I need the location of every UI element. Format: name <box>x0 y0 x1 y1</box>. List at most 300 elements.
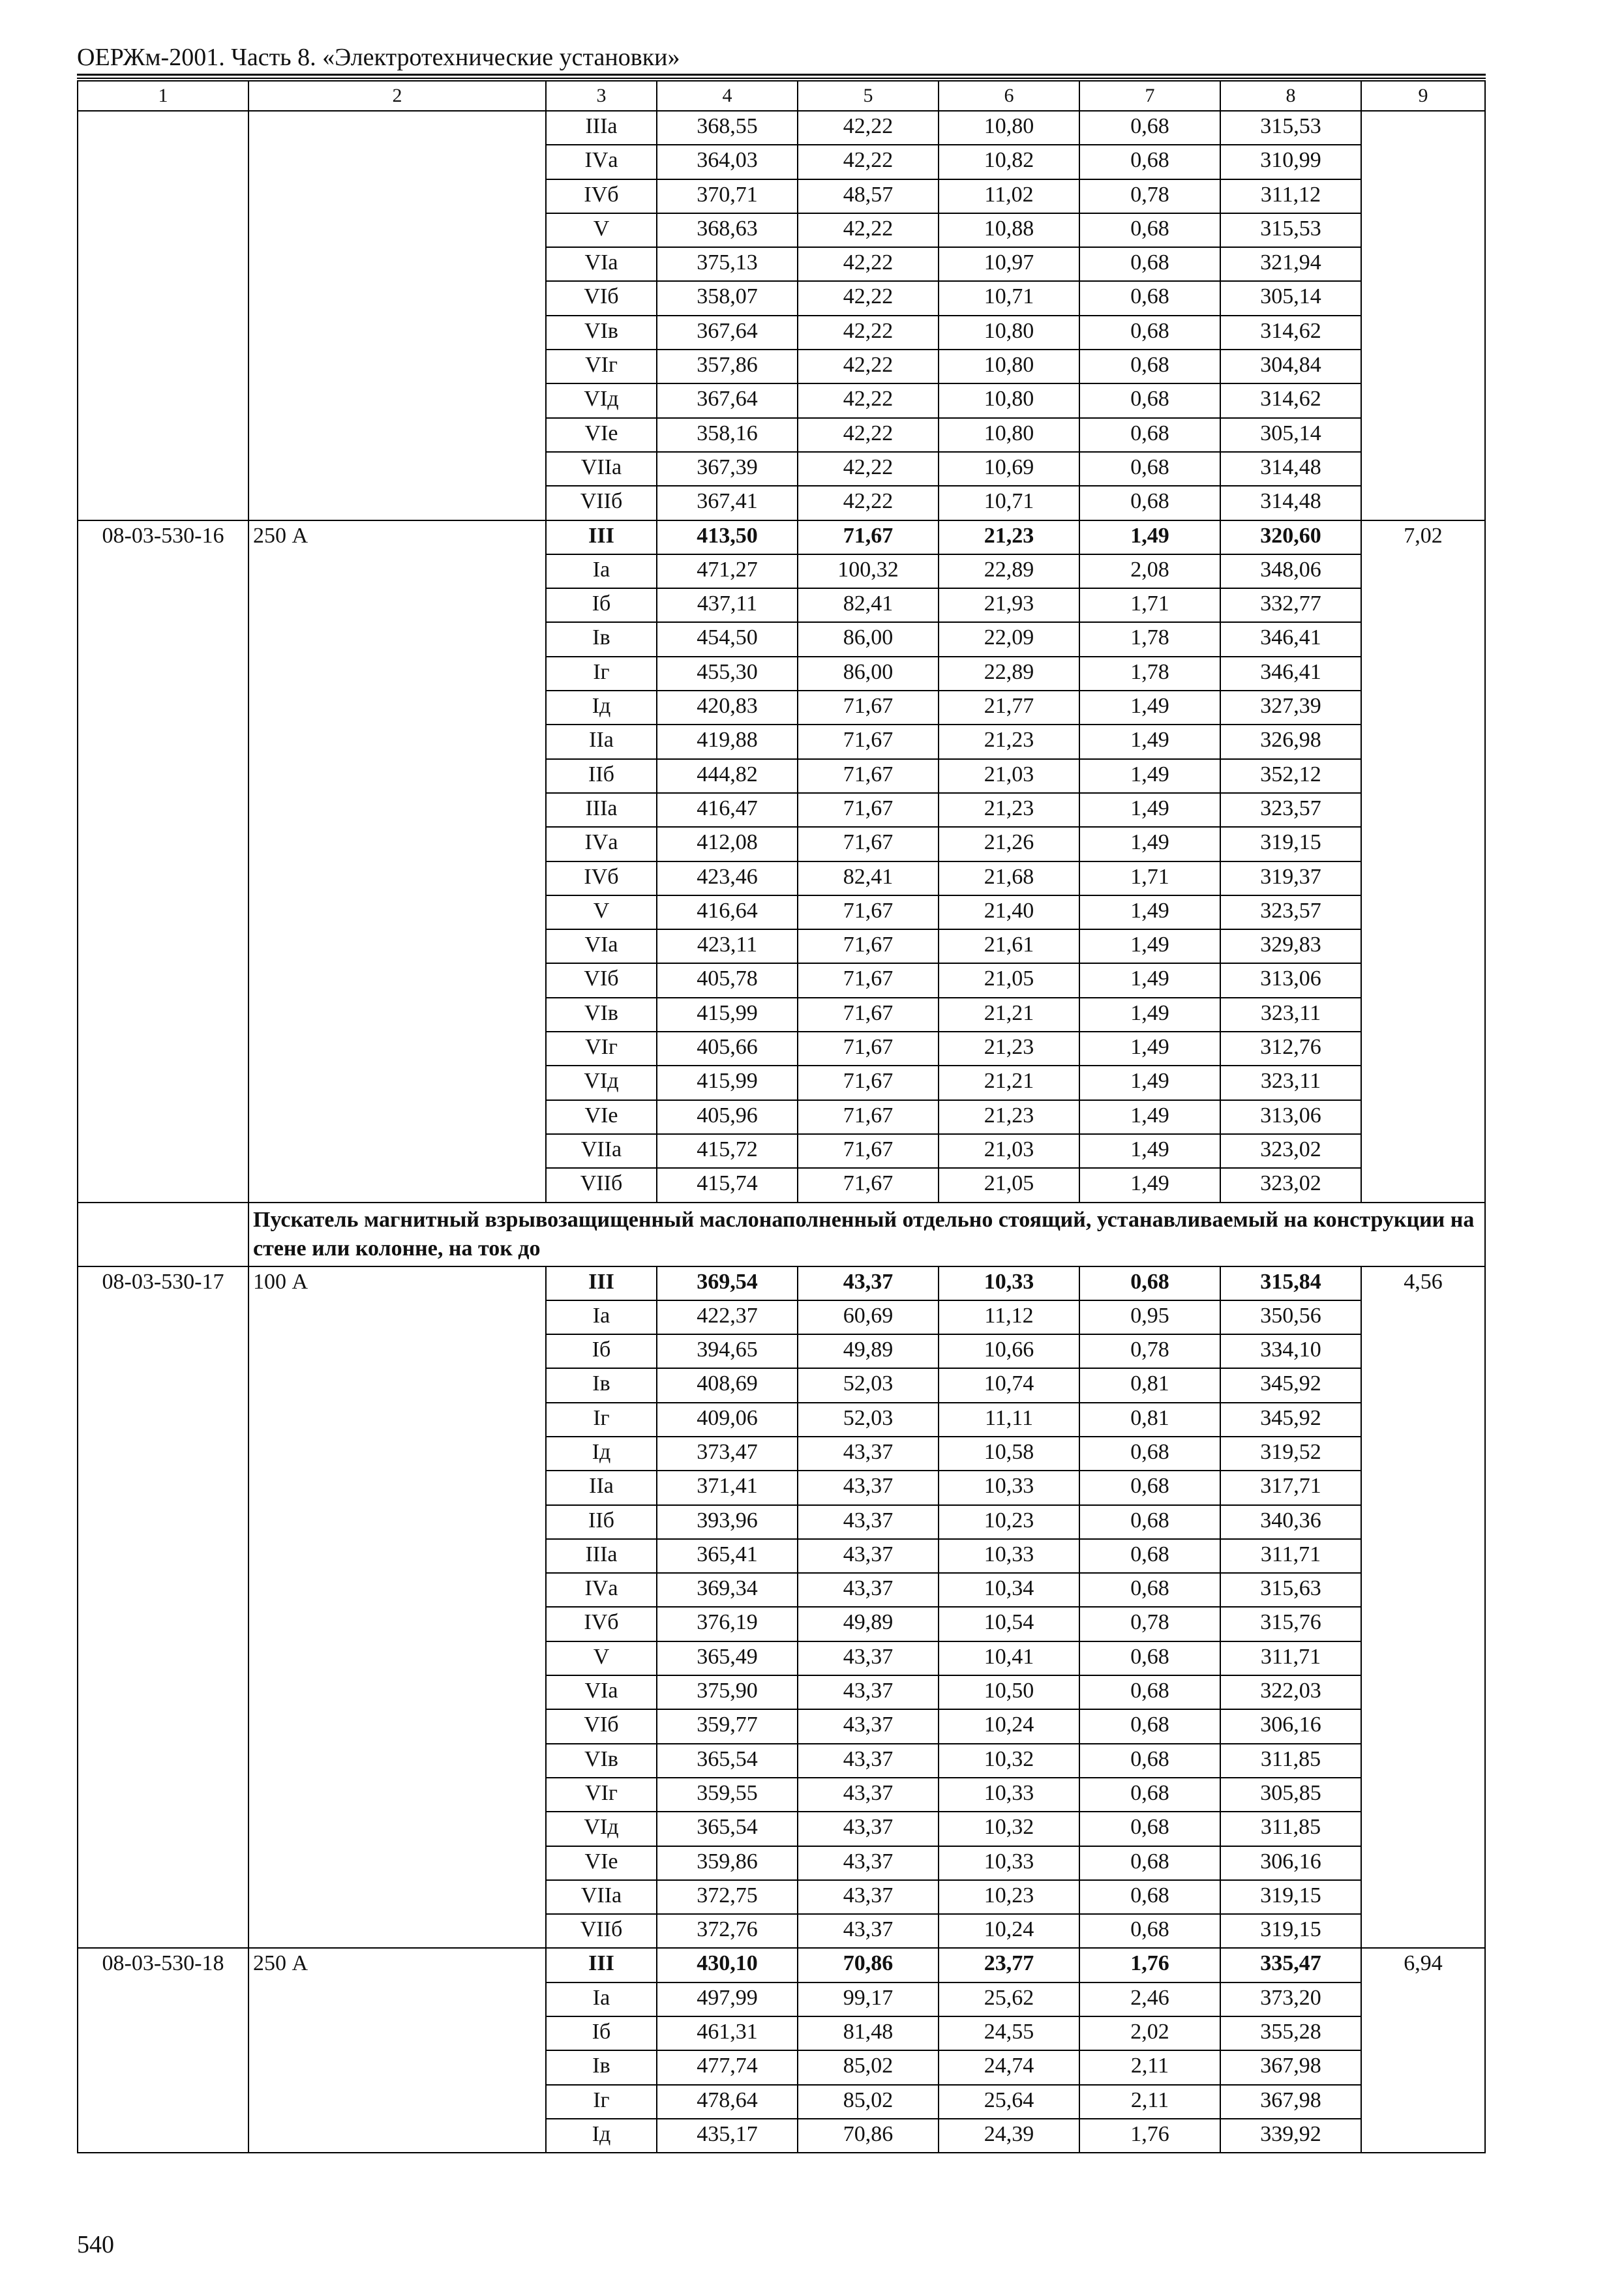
zone-cell: Iв <box>546 1368 657 1402</box>
value-cell: 71,67 <box>798 520 939 554</box>
value-cell: 10,24 <box>939 1709 1079 1743</box>
value-cell: 350,56 <box>1220 1300 1361 1334</box>
value-cell: 321,94 <box>1220 247 1361 281</box>
value-cell: 10,80 <box>939 418 1079 452</box>
value-cell: 314,62 <box>1220 383 1361 417</box>
value-cell: 0,68 <box>1079 1266 1220 1300</box>
value-cell: 313,06 <box>1220 963 1361 997</box>
value-cell: 315,76 <box>1220 1607 1361 1641</box>
value-cell: 367,39 <box>657 452 798 486</box>
value-cell: 10,80 <box>939 383 1079 417</box>
value-cell: 359,86 <box>657 1846 798 1880</box>
value-cell: 305,85 <box>1220 1778 1361 1812</box>
value-cell: 415,99 <box>657 1066 798 1100</box>
value-cell: 22,09 <box>939 622 1079 656</box>
value-cell: 478,64 <box>657 2085 798 2119</box>
value-cell: 71,67 <box>798 963 939 997</box>
value-cell: 22,89 <box>939 554 1079 588</box>
column-number: 4 <box>657 81 798 111</box>
value-cell: 11,12 <box>939 1300 1079 1334</box>
value-cell: 364,03 <box>657 145 798 179</box>
value-cell: 42,22 <box>798 486 939 520</box>
value-cell: 1,71 <box>1079 588 1220 622</box>
value-cell: 21,61 <box>939 929 1079 963</box>
value-cell: 419,88 <box>657 725 798 758</box>
value-cell: 10,66 <box>939 1334 1079 1368</box>
value-cell: 21,05 <box>939 1168 1079 1202</box>
rate-description: 100 А <box>248 1266 546 1949</box>
rate-code <box>78 111 248 520</box>
zone-cell: Iд <box>546 1437 657 1471</box>
value-cell: 0,78 <box>1079 1334 1220 1368</box>
value-cell: 314,62 <box>1220 316 1361 350</box>
value-cell: 405,66 <box>657 1032 798 1066</box>
zone-cell: IVа <box>546 827 657 861</box>
rate-code: 08-03-530-18 <box>78 1948 248 2153</box>
value-cell: 423,11 <box>657 929 798 963</box>
value-cell: 394,65 <box>657 1334 798 1368</box>
value-cell: 323,02 <box>1220 1168 1361 1202</box>
col9-value: 4,56 <box>1361 1266 1485 1949</box>
value-cell: 43,37 <box>798 1778 939 1812</box>
value-cell: 304,84 <box>1220 350 1361 383</box>
value-cell: 24,55 <box>939 2016 1079 2050</box>
value-cell: 340,36 <box>1220 1505 1361 1539</box>
value-cell: 2,11 <box>1079 2085 1220 2119</box>
value-cell: 373,47 <box>657 1437 798 1471</box>
zone-cell: VIа <box>546 1675 657 1709</box>
value-cell: 21,21 <box>939 1066 1079 1100</box>
value-cell: 375,13 <box>657 247 798 281</box>
zone-cell: VIв <box>546 316 657 350</box>
value-cell: 21,03 <box>939 1134 1079 1168</box>
zone-cell: Iб <box>546 2016 657 2050</box>
value-cell: 10,23 <box>939 1505 1079 1539</box>
value-cell: 42,22 <box>798 350 939 383</box>
value-cell: 1,49 <box>1079 1032 1220 1066</box>
value-cell: 42,22 <box>798 145 939 179</box>
value-cell: 42,22 <box>798 383 939 417</box>
value-cell: 405,78 <box>657 963 798 997</box>
zone-cell: IIб <box>546 759 657 793</box>
value-cell: 393,96 <box>657 1505 798 1539</box>
value-cell: 367,41 <box>657 486 798 520</box>
zone-cell: Iд <box>546 2119 657 2153</box>
value-cell: 43,37 <box>798 1437 939 1471</box>
value-cell: 85,02 <box>798 2050 939 2084</box>
value-cell: 10,54 <box>939 1607 1079 1641</box>
value-cell: 323,57 <box>1220 895 1361 929</box>
value-cell: 1,49 <box>1079 759 1220 793</box>
value-cell: 71,67 <box>798 1066 939 1100</box>
value-cell: 10,32 <box>939 1812 1079 1846</box>
value-cell: 60,69 <box>798 1300 939 1334</box>
zone-cell: VIб <box>546 281 657 315</box>
column-number: 2 <box>248 81 546 111</box>
value-cell: 71,67 <box>798 691 939 725</box>
value-cell: 1,49 <box>1079 793 1220 827</box>
value-cell: 21,23 <box>939 725 1079 758</box>
value-cell: 311,12 <box>1220 179 1361 213</box>
value-cell: 1,49 <box>1079 895 1220 929</box>
value-cell: 306,16 <box>1220 1846 1361 1880</box>
value-cell: 365,54 <box>657 1744 798 1778</box>
rate-code: 08-03-530-17 <box>78 1266 248 1949</box>
value-cell: 367,98 <box>1220 2085 1361 2119</box>
col9-value: 6,94 <box>1361 1948 1485 2153</box>
value-cell: 339,92 <box>1220 2119 1361 2153</box>
value-cell: 326,98 <box>1220 725 1361 758</box>
value-cell: 10,32 <box>939 1744 1079 1778</box>
value-cell: 10,97 <box>939 247 1079 281</box>
value-cell: 1,76 <box>1079 1948 1220 1982</box>
value-cell: 43,37 <box>798 1539 939 1573</box>
value-cell: 373,20 <box>1220 1982 1361 2016</box>
value-cell: 405,96 <box>657 1100 798 1134</box>
value-cell: 416,47 <box>657 793 798 827</box>
value-cell: 70,86 <box>798 1948 939 1982</box>
value-cell: 2,46 <box>1079 1982 1220 2016</box>
value-cell: 317,71 <box>1220 1471 1361 1504</box>
table-row <box>78 1266 1485 1300</box>
zone-cell: VIа <box>546 247 657 281</box>
value-cell: 11,02 <box>939 179 1079 213</box>
zone-cell: IIа <box>546 1471 657 1504</box>
zone-cell: V <box>546 1641 657 1675</box>
zone-cell: V <box>546 895 657 929</box>
zone-cell: VIв <box>546 998 657 1032</box>
value-cell: 21,77 <box>939 691 1079 725</box>
value-cell: 0,68 <box>1079 1573 1220 1607</box>
value-cell: 370,71 <box>657 179 798 213</box>
value-cell: 52,03 <box>798 1403 939 1437</box>
zone-cell: VIе <box>546 1100 657 1134</box>
value-cell: 48,57 <box>798 179 939 213</box>
value-cell: 365,54 <box>657 1812 798 1846</box>
value-cell: 367,98 <box>1220 2050 1361 2084</box>
table-row <box>78 520 1485 554</box>
value-cell: 329,83 <box>1220 929 1361 963</box>
header-rule-thin <box>77 78 1486 79</box>
value-cell: 1,49 <box>1079 1066 1220 1100</box>
value-cell: 85,02 <box>798 2085 939 2119</box>
value-cell: 305,14 <box>1220 418 1361 452</box>
value-cell: 43,37 <box>798 1471 939 1504</box>
value-cell: 409,06 <box>657 1403 798 1437</box>
zone-cell: IVа <box>546 1573 657 1607</box>
value-cell: 0,78 <box>1079 179 1220 213</box>
value-cell: 335,47 <box>1220 1948 1361 1982</box>
value-cell: 10,33 <box>939 1266 1079 1300</box>
column-number: 7 <box>1079 81 1220 111</box>
value-cell: 82,41 <box>798 588 939 622</box>
zone-cell: VIг <box>546 350 657 383</box>
value-cell: 461,31 <box>657 2016 798 2050</box>
value-cell: 71,67 <box>798 1100 939 1134</box>
value-cell: 21,23 <box>939 1100 1079 1134</box>
value-cell: 43,37 <box>798 1675 939 1709</box>
value-cell: 0,68 <box>1079 1675 1220 1709</box>
value-cell: 21,05 <box>939 963 1079 997</box>
zone-cell: VIд <box>546 383 657 417</box>
value-cell: 1,49 <box>1079 520 1220 554</box>
value-cell: 42,22 <box>798 281 939 315</box>
value-cell: 52,03 <box>798 1368 939 1402</box>
value-cell: 315,53 <box>1220 111 1361 145</box>
zone-cell: VIIб <box>546 1914 657 1948</box>
value-cell: 0,68 <box>1079 1471 1220 1504</box>
value-cell: 71,67 <box>798 895 939 929</box>
value-cell: 345,92 <box>1220 1368 1361 1402</box>
value-cell: 1,78 <box>1079 657 1220 691</box>
value-cell: 23,77 <box>939 1948 1079 1982</box>
value-cell: 86,00 <box>798 622 939 656</box>
value-cell: 10,71 <box>939 281 1079 315</box>
zone-cell: IIб <box>546 1505 657 1539</box>
value-cell: 49,89 <box>798 1334 939 1368</box>
value-cell: 2,08 <box>1079 554 1220 588</box>
value-cell: 10,33 <box>939 1778 1079 1812</box>
value-cell: 21,03 <box>939 759 1079 793</box>
zone-cell: Iв <box>546 622 657 656</box>
value-cell: 71,67 <box>798 1032 939 1066</box>
value-cell: 0,68 <box>1079 1778 1220 1812</box>
value-cell: 0,68 <box>1079 111 1220 145</box>
zone-cell: IIIа <box>546 793 657 827</box>
value-cell: 311,85 <box>1220 1744 1361 1778</box>
value-cell: 334,10 <box>1220 1334 1361 1368</box>
zone-cell: VIа <box>546 929 657 963</box>
value-cell: 42,22 <box>798 111 939 145</box>
zone-cell: IIIа <box>546 111 657 145</box>
value-cell: 323,11 <box>1220 998 1361 1032</box>
value-cell: 21,23 <box>939 793 1079 827</box>
value-cell: 357,86 <box>657 350 798 383</box>
section-title-row <box>78 1203 1485 1266</box>
value-cell: 43,37 <box>798 1709 939 1743</box>
value-cell: 42,22 <box>798 213 939 247</box>
value-cell: 0,68 <box>1079 145 1220 179</box>
value-cell: 71,67 <box>798 929 939 963</box>
value-cell: 21,68 <box>939 861 1079 895</box>
value-cell: 42,22 <box>798 247 939 281</box>
zone-cell: IVб <box>546 861 657 895</box>
value-cell: 10,50 <box>939 1675 1079 1709</box>
value-cell: 24,74 <box>939 2050 1079 2084</box>
value-cell: 10,82 <box>939 145 1079 179</box>
value-cell: 1,49 <box>1079 1168 1220 1202</box>
value-cell: 367,64 <box>657 383 798 417</box>
value-cell: 1,49 <box>1079 827 1220 861</box>
value-cell: 323,02 <box>1220 1134 1361 1168</box>
value-cell: 1,71 <box>1079 861 1220 895</box>
value-cell: 10,33 <box>939 1471 1079 1504</box>
value-cell: 1,49 <box>1079 963 1220 997</box>
value-cell: 2,11 <box>1079 2050 1220 2084</box>
value-cell: 81,48 <box>798 2016 939 2050</box>
value-cell: 323,57 <box>1220 793 1361 827</box>
value-cell: 43,37 <box>798 1846 939 1880</box>
value-cell: 376,19 <box>657 1607 798 1641</box>
zone-cell: VIе <box>546 418 657 452</box>
value-cell: 10,80 <box>939 316 1079 350</box>
rate-description: 250 А <box>248 1948 546 2153</box>
rate-description: 250 А <box>248 520 546 1203</box>
value-cell: 352,12 <box>1220 759 1361 793</box>
value-cell: 435,17 <box>657 2119 798 2153</box>
zone-cell: VIд <box>546 1812 657 1846</box>
value-cell: 314,48 <box>1220 452 1361 486</box>
section-title: Пускатель магнитный взрывозащищенный маслонаполненный отдельно стоящий, устанавливаемый на конструкции на стене или колонне, на ток до <box>248 1203 1485 1266</box>
value-cell: 99,17 <box>798 1982 939 2016</box>
table-body <box>78 81 1485 2153</box>
value-cell: 315,84 <box>1220 1266 1361 1300</box>
value-cell: 0,68 <box>1079 1846 1220 1880</box>
value-cell: 1,49 <box>1079 691 1220 725</box>
value-cell: 319,15 <box>1220 827 1361 861</box>
value-cell: 0,68 <box>1079 383 1220 417</box>
value-cell: 10,74 <box>939 1368 1079 1402</box>
value-cell: 21,40 <box>939 895 1079 929</box>
value-cell: 348,06 <box>1220 554 1361 588</box>
value-cell: 22,89 <box>939 657 1079 691</box>
value-cell: 310,99 <box>1220 145 1361 179</box>
zone-cell: IIа <box>546 725 657 758</box>
value-cell: 21,26 <box>939 827 1079 861</box>
value-cell: 0,68 <box>1079 213 1220 247</box>
value-cell: 415,99 <box>657 998 798 1032</box>
value-cell: 471,27 <box>657 554 798 588</box>
value-cell: 82,41 <box>798 861 939 895</box>
value-cell: 11,11 <box>939 1403 1079 1437</box>
value-cell: 0,68 <box>1079 1641 1220 1675</box>
zone-cell: VIIа <box>546 1880 657 1914</box>
value-cell: 319,15 <box>1220 1880 1361 1914</box>
value-cell: 413,50 <box>657 520 798 554</box>
value-cell: 43,37 <box>798 1641 939 1675</box>
value-cell: 454,50 <box>657 622 798 656</box>
value-cell: 437,11 <box>657 588 798 622</box>
value-cell: 359,77 <box>657 1709 798 1743</box>
value-cell: 365,41 <box>657 1539 798 1573</box>
value-cell: 10,33 <box>939 1539 1079 1573</box>
value-cell: 314,48 <box>1220 486 1361 520</box>
rate-code: 08-03-530-16 <box>78 520 248 1203</box>
zone-cell: IVа <box>546 145 657 179</box>
value-cell: 1,49 <box>1079 929 1220 963</box>
value-cell: 375,90 <box>657 1675 798 1709</box>
value-cell: 21,23 <box>939 520 1079 554</box>
value-cell: 71,67 <box>798 759 939 793</box>
value-cell: 365,49 <box>657 1641 798 1675</box>
value-cell: 2,02 <box>1079 2016 1220 2050</box>
zone-cell: VIд <box>546 1066 657 1100</box>
value-cell: 372,75 <box>657 1880 798 1914</box>
value-cell: 412,08 <box>657 827 798 861</box>
zone-cell: Iа <box>546 1982 657 2016</box>
value-cell: 49,89 <box>798 1607 939 1641</box>
value-cell: 71,67 <box>798 1134 939 1168</box>
value-cell: 327,39 <box>1220 691 1361 725</box>
column-number: 1 <box>78 81 248 111</box>
value-cell: 0,68 <box>1079 350 1220 383</box>
value-cell: 355,28 <box>1220 2016 1361 2050</box>
value-cell: 21,23 <box>939 1032 1079 1066</box>
column-number: 3 <box>546 81 657 111</box>
section-title-spacer <box>78 1203 248 1266</box>
value-cell: 346,41 <box>1220 657 1361 691</box>
value-cell: 0,68 <box>1079 247 1220 281</box>
value-cell: 10,24 <box>939 1914 1079 1948</box>
value-cell: 306,16 <box>1220 1709 1361 1743</box>
zone-cell: VIIа <box>546 452 657 486</box>
value-cell: 21,21 <box>939 998 1079 1032</box>
value-cell: 371,41 <box>657 1471 798 1504</box>
zone-cell: VIв <box>546 1744 657 1778</box>
value-cell: 43,37 <box>798 1266 939 1300</box>
table-row <box>78 1948 1485 1982</box>
value-cell: 1,49 <box>1079 1100 1220 1134</box>
zone-cell: Iа <box>546 1300 657 1334</box>
value-cell: 10,80 <box>939 111 1079 145</box>
value-cell: 320,60 <box>1220 520 1361 554</box>
zone-cell: Iб <box>546 1334 657 1368</box>
col9-value: 7,02 <box>1361 520 1485 1203</box>
value-cell: 0,68 <box>1079 1505 1220 1539</box>
value-cell: 1,76 <box>1079 2119 1220 2153</box>
value-cell: 416,64 <box>657 895 798 929</box>
value-cell: 368,55 <box>657 111 798 145</box>
value-cell: 10,88 <box>939 213 1079 247</box>
value-cell: 1,49 <box>1079 998 1220 1032</box>
value-cell: 497,99 <box>657 1982 798 2016</box>
value-cell: 42,22 <box>798 452 939 486</box>
value-cell: 0,68 <box>1079 1880 1220 1914</box>
value-cell: 311,71 <box>1220 1641 1361 1675</box>
value-cell: 42,22 <box>798 418 939 452</box>
value-cell: 71,67 <box>798 793 939 827</box>
value-cell: 0,68 <box>1079 486 1220 520</box>
zone-cell: Iв <box>546 2050 657 2084</box>
column-number-row <box>78 81 1485 111</box>
value-cell: 21,93 <box>939 588 1079 622</box>
value-cell: 368,63 <box>657 213 798 247</box>
column-number: 9 <box>1361 81 1485 111</box>
zone-cell: Iд <box>546 691 657 725</box>
value-cell: 323,11 <box>1220 1066 1361 1100</box>
zone-cell: VIб <box>546 963 657 997</box>
zone-cell: VIб <box>546 1709 657 1743</box>
value-cell: 43,37 <box>798 1573 939 1607</box>
value-cell: 25,64 <box>939 2085 1079 2119</box>
zone-cell: VIе <box>546 1846 657 1880</box>
header-rule-thick <box>77 74 1486 76</box>
zone-cell: VIIа <box>546 1134 657 1168</box>
value-cell: 423,46 <box>657 861 798 895</box>
value-cell: 415,74 <box>657 1168 798 1202</box>
value-cell: 0,68 <box>1079 1744 1220 1778</box>
value-cell: 367,64 <box>657 316 798 350</box>
value-cell: 358,07 <box>657 281 798 315</box>
value-cell: 71,67 <box>798 998 939 1032</box>
value-cell: 0,68 <box>1079 1539 1220 1573</box>
value-cell: 71,67 <box>798 827 939 861</box>
page-header: ОЕРЖм-2001. Часть 8. «Электротехнические установки» <box>77 44 680 71</box>
zone-cell: V <box>546 213 657 247</box>
rate-description <box>248 111 546 520</box>
value-cell: 408,69 <box>657 1368 798 1402</box>
value-cell: 100,32 <box>798 554 939 588</box>
